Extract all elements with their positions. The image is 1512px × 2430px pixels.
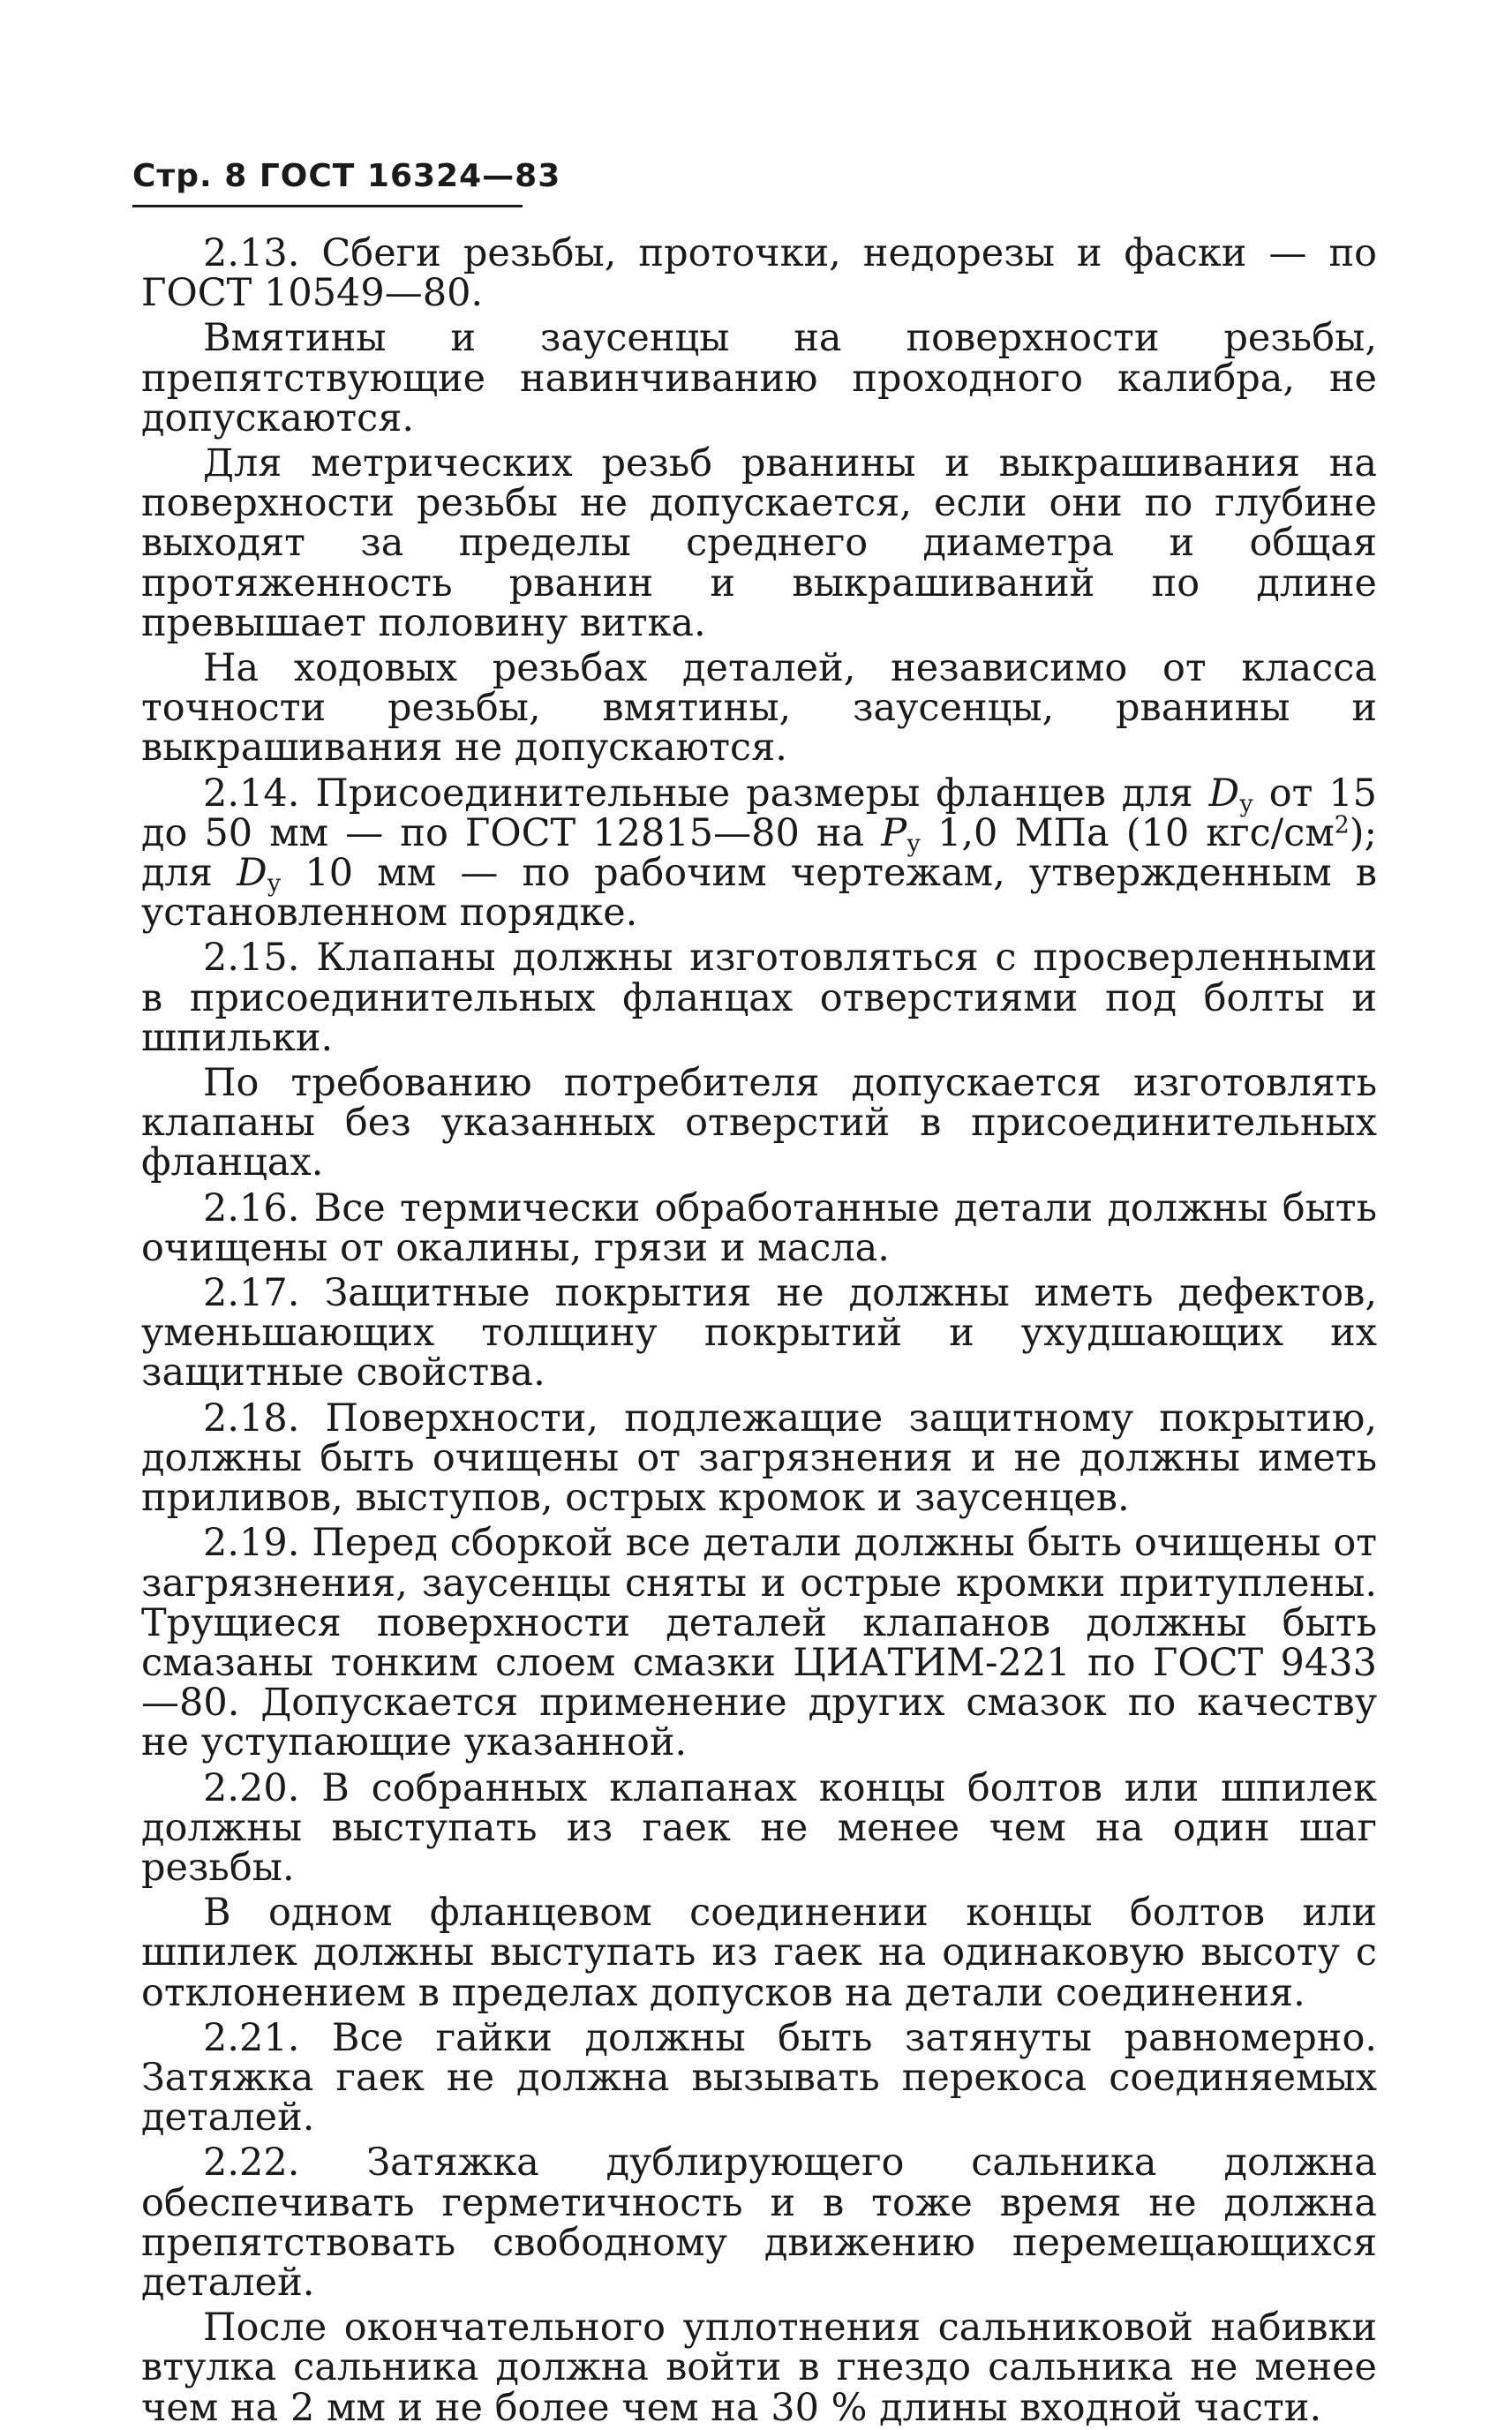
paragraph-2-16: 2.16. Все термически обработанные детали должны быть очищены от окалины, грязи и масла.: [141, 1185, 1377, 1270]
body-text: [141, 231, 1378, 2430]
p214-seg4: ); для: [141, 810, 1378, 896]
paragraph-2-13: 2.13. Сбеги резьбы, проточки, недорезы и фаски — по ГОСТ 10549—80.: [141, 231, 1377, 316]
paragraph-2-14: [141, 771, 1378, 936]
paragraph-2-17: 2.17. Защитные покрытия не должны иметь дефектов, уменьшающих толщину покрытий и ухудшающих их защитные свойства.: [141, 1271, 1377, 1396]
dy-symbol: D: [1208, 771, 1240, 816]
page-header: Стр. 8 ГОСТ 16324—83: [132, 158, 561, 194]
paragraph-gland-packing: После окончательного уплотнения сальниковой набивки втулка сальника должна войти в гнездо сальника не менее чем на 2 мм и не более чем на 30 % длины входной части.: [141, 2306, 1377, 2430]
p214-seg3: 1,0 МПа (10 кгс/см: [920, 810, 1335, 855]
paragraph-running-threads: На ходовых резьбах деталей, независимо от класса точности резьбы, вмятины, заусенцы, рванины и выкрашивания не допускаются.: [141, 646, 1377, 771]
paragraph-consumer-request: По требованию потребителя допускается изготовлять клапаны без указанных отверстий в присоединительных фланцах.: [141, 1061, 1377, 1185]
paragraph-2-19: 2.19. Перед сборкой все детали должны быть очищены от загрязнения, заусенцы сняты и острые кромки притуплены. Трущиеся поверхности деталей клапанов должны быть смазаны тонким слоем смазки ЦИАТИМ-221 по ГОСТ 9433—80. Допускается применение других смазок по качеству не уступающие указанной.: [141, 1521, 1377, 1765]
cm2-superscript: 2: [1334, 811, 1350, 839]
p214-seg1: 2.14. Присоединительные размеры фланцев для: [203, 771, 1209, 816]
paragraph-2-22: 2.22. Затяжка дублирующего сальника должна обеспечивать герметичность и в тоже время не должна препятствовать свободному движению перемещающихся деталей.: [141, 2140, 1377, 2305]
dy2-subscript: у: [267, 869, 282, 898]
dy2-symbol: D: [237, 851, 267, 896]
paragraph-metric-threads: Для метрических резьб рванины и выкрашивания на поверхности резьбы не допускается, если они по глубине выходят за пределы среднего диаметра и общая протяженность рванин и выкрашиваний по длине превышает половину витка.: [141, 441, 1377, 645]
paragraph-2-21: 2.21. Все гайки должны быть затянуты равномерно. Затяжка гаек не должна вызывать перекоса соединяемых деталей.: [141, 2015, 1377, 2140]
py-subscript: у: [906, 830, 921, 858]
paragraph-flange-bolts: В одном фланцевом соединении концы болтов или шпилек должны выступать из гаек на одинаковую высоту с отклонением в пределах допусков на детали соединения.: [141, 1891, 1377, 2015]
p214-seg2: от 15 до 50 мм — по ГОСТ 12815—80 на: [141, 771, 1378, 855]
paragraph-2-20: 2.20. В собранных клапанах концы болтов или шпилек должны выступать из гаек не менее чем на один шаг резьбы.: [141, 1765, 1377, 1890]
header-rule: [132, 205, 523, 207]
py-symbol: P: [881, 810, 907, 855]
paragraph-dents: Вмятины и заусенцы на поверхности резьбы, препятствующие навинчиванию проходного калибра, не допускаются.: [141, 316, 1377, 440]
dy-subscript: у: [1239, 790, 1253, 818]
p214-seg5: 10 мм — по рабочим чертежам, утвержденным в установленном порядке.: [141, 851, 1377, 936]
paragraph-2-15: 2.15. Клапаны должны изготовляться с просверленными в присоединительных фланцах отверстиями под болты и шпильки.: [141, 936, 1377, 1060]
paragraph-2-18: 2.18. Поверхности, подлежащие защитному покрытию, должны быть очищены от загрязнения и не должны иметь приливов, выступов, острых кромок и заусенцев.: [141, 1396, 1377, 1521]
